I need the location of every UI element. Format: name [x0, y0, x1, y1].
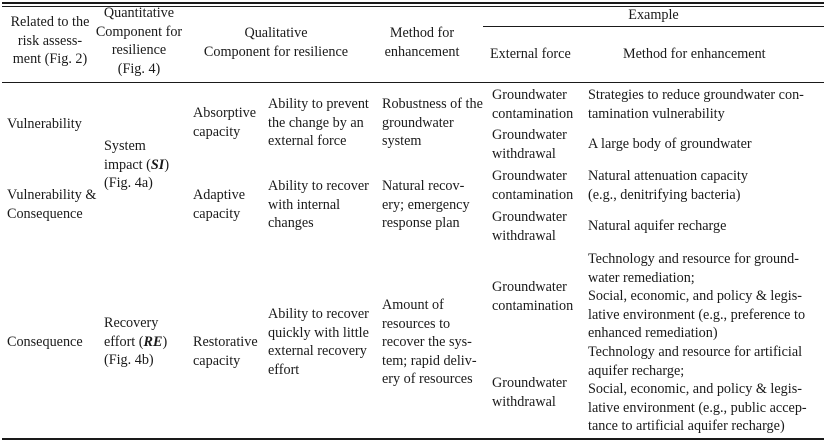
header-external-force: External force [490, 46, 571, 62]
ability-absorptive [268, 95, 369, 151]
header-qualitative [188, 24, 364, 61]
header-bottom-rule [2, 82, 824, 83]
example-force-3 [492, 167, 573, 204]
ability-line: effort [268, 361, 300, 378]
header-quantitative-line: resilience [111, 42, 167, 59]
ability-line: quickly with little [268, 324, 369, 341]
re-prefix: effort ( [104, 333, 144, 350]
quantitative-recovery-effort [104, 314, 167, 370]
example-method-2 [588, 135, 752, 154]
header-quantitative-line: (Fig. 4) [117, 60, 161, 77]
header-related-line: risk assess- [17, 32, 83, 49]
header-quantitative-line: Component for [95, 23, 183, 40]
method-restorative [382, 296, 477, 389]
example-subheader-rule [483, 26, 824, 27]
ability-adaptive [268, 177, 369, 233]
re-suffix: ) [162, 333, 168, 350]
capacity-absorptive [193, 104, 256, 141]
re-abbr: RE [143, 333, 163, 350]
capacity-line: capacity [193, 205, 241, 222]
example-method-line: (e.g., denitrifying bacteria) [588, 186, 741, 203]
method-line: Amount of [382, 297, 444, 313]
capacity-line: Restorative [193, 334, 258, 350]
header-quantitative [94, 4, 184, 78]
capacity-line: Adaptive [193, 187, 246, 203]
ability-line: Ability to recover [268, 178, 369, 194]
method-line: response plan [382, 215, 460, 232]
si-line3: (Fig. 4a) [104, 175, 153, 192]
force-line: contamination [492, 186, 574, 203]
capacity-line: capacity [193, 352, 241, 369]
force-line: Groundwater [492, 127, 567, 143]
ability-line: external recovery [268, 343, 367, 360]
si-suffix: ) [164, 156, 170, 173]
example-force-4 [492, 208, 567, 245]
quantitative-system-impact [104, 137, 169, 193]
example-method-1 [588, 86, 804, 123]
method-line: system [382, 133, 422, 150]
related-line: Vulnerability & [7, 187, 97, 203]
method-line: Natural recov- [382, 178, 465, 194]
si-abbr: SI [150, 156, 165, 173]
example-method-line: tance to artificial aquifer recharge) [588, 418, 785, 435]
force-line: Groundwater [492, 168, 567, 184]
related-vulnerability: Vulnerability [7, 116, 82, 132]
method-absorptive [382, 95, 483, 151]
re-line1: Recovery [104, 315, 159, 331]
force-line: contamination [492, 297, 574, 314]
related-line: Consequence [7, 205, 83, 222]
capacity-line: Absorptive [193, 105, 257, 121]
example-method-line: A large body of groundwater [588, 136, 752, 152]
example-method-line: Technology and resource for artificial [588, 344, 803, 360]
si-line2 [104, 156, 169, 175]
header-quantitative-line: Quantitative [103, 5, 175, 21]
force-line: withdrawal [492, 393, 556, 410]
example-force-1 [492, 86, 573, 123]
example-method-line: Strategies to reduce groundwater con- [588, 87, 804, 103]
method-line: recover the sys- [382, 334, 472, 351]
example-method-line: Social, economic, and policy & legis- [588, 381, 802, 398]
example-method-5 [588, 250, 805, 343]
header-method-line: Method for [389, 25, 455, 41]
ability-line: Ability to prevent [268, 96, 369, 112]
re-line3: (Fig. 4b) [104, 352, 154, 369]
header-qualitative-line: Qualitative [244, 25, 308, 41]
capacity-adaptive [193, 186, 245, 223]
ability-line: changes [268, 215, 314, 232]
method-line: ery of resources [382, 371, 473, 388]
example-method-line: water remediation; [588, 269, 695, 286]
header-related [6, 13, 94, 69]
example-force-5 [492, 278, 573, 315]
example-method-line: Natural aquifer recharge [588, 218, 727, 234]
example-method-line: Social, economic, and policy & legis- [588, 288, 802, 305]
header-example-method: Method for enhancement [623, 46, 766, 62]
example-method-line: lative environment (e.g., public accep- [588, 399, 807, 416]
force-line: Groundwater [492, 87, 567, 103]
capacity-restorative [193, 333, 258, 370]
example-force-2 [492, 126, 567, 163]
method-adaptive [382, 177, 470, 233]
header-qualitative-line: Component for resilience [203, 43, 349, 60]
force-line: Groundwater [492, 279, 567, 295]
example-method-line: Technology and resource for ground- [588, 251, 799, 267]
capacity-line: capacity [193, 123, 241, 140]
related-consequence: Consequence [7, 334, 83, 350]
si-line1: System [104, 138, 146, 154]
example-method-4 [588, 217, 726, 236]
force-line: contamination [492, 105, 574, 122]
example-method-3 [588, 167, 748, 204]
method-line: resources to [382, 315, 451, 332]
method-line: groundwater [382, 114, 454, 131]
method-line: tem; rapid deliv- [382, 352, 477, 369]
si-prefix: impact ( [104, 156, 151, 173]
header-example: Example [628, 7, 679, 23]
header-related-line: ment (Fig. 2) [12, 51, 88, 68]
force-line: withdrawal [492, 145, 556, 162]
ability-line: with internal [268, 196, 341, 213]
table-bottom-rule [2, 438, 824, 440]
method-line: ery; emergency [382, 196, 470, 213]
example-method-line: tamination vulnerability [588, 105, 725, 122]
example-method-line: enhanced remediation) [588, 325, 718, 342]
example-method-6 [588, 343, 807, 436]
ability-restorative [268, 305, 369, 379]
header-related-line: Related to the [10, 14, 90, 30]
force-line: Groundwater [492, 209, 567, 225]
ability-line: external force [268, 133, 347, 150]
ability-line: the change by an [268, 114, 364, 131]
example-force-6 [492, 374, 567, 411]
ability-line: Ability to recover [268, 306, 369, 322]
example-method-line: aquifer recharge; [588, 362, 685, 379]
example-method-line: Natural attenuation capacity [588, 168, 748, 184]
header-method [366, 24, 478, 61]
force-line: Groundwater [492, 375, 567, 391]
force-line: withdrawal [492, 227, 556, 244]
re-line2 [104, 333, 167, 352]
method-line: Robustness of the [382, 96, 483, 112]
example-method-line: lative environment (e.g., preference to [588, 306, 806, 323]
related-vulnerability-consequence [7, 186, 96, 223]
header-method-line: enhancement [384, 43, 460, 60]
